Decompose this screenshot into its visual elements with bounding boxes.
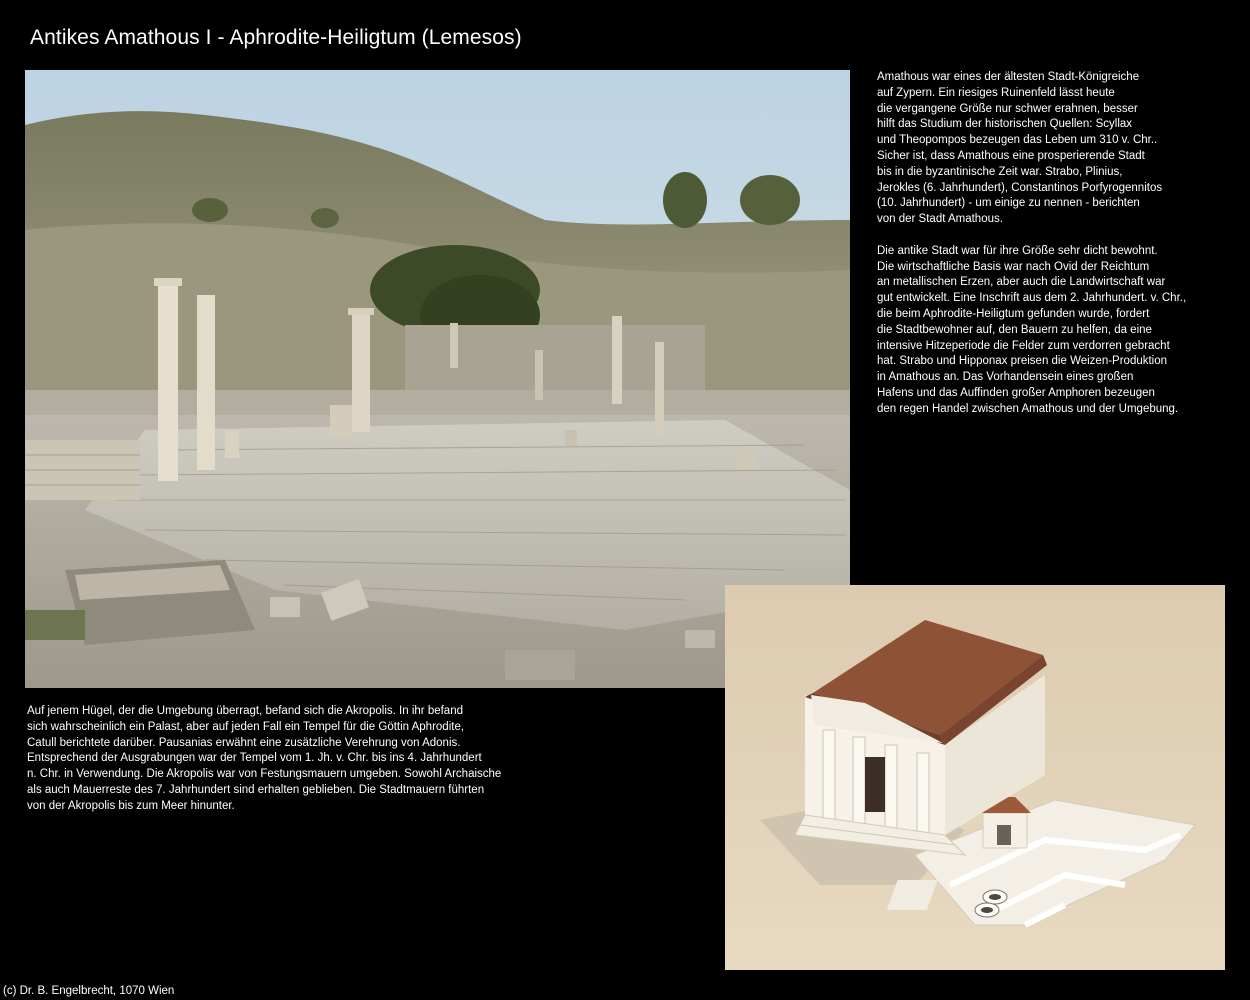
acropolis-line: Catull berichtete darüber. Pausanias erwähnt eine zusätzliche Verehrung von Adonis. [27,736,461,749]
intro-line: auf Zypern. Ein riesiges Ruinenfeld lässt heute [877,86,1115,99]
intro-line: und Theopompos bezeugen das Leben um 310 v. Chr.. [877,134,1158,147]
acropolis-line: von der Akropolis bis zum Meer hinunter. [27,799,235,812]
economy-line: in Amathous an. Das Vorhandensein eines großen [877,371,1134,384]
economy-line: Die antike Stadt war für ihre Größe sehr dicht bewohnt. [877,244,1158,257]
economy-line: die Stadtbewohner auf, den Bauern zu helfen, da eine [877,323,1152,336]
intro-line: hilft das Studium der historischen Quellen: Scyllax [877,118,1133,131]
intro-line: Jerokles (6. Jahrhundert), Constantinos Porfyrogennitos [877,181,1163,194]
economy-line: den regen Handel zwischen Amathous und der Umgebung. [877,402,1179,415]
economy-line: Hafens und das Auffinden großer Amphoren bezeugen [877,386,1155,399]
economy-line: gut entwickelt. Eine Inschrift aus dem 2. Jahrhundert. v. Chr., [877,292,1187,305]
intro-text-block [877,70,1217,418]
acropolis-line: sich wahrscheinlich ein Palast, aber auf jeden Fall ein Tempel für die Göttin Aphrodite, [27,720,465,733]
acropolis-line: Entsprechend der Ausgrabungen war der Tempel vom 1. Jh. v. Chr. bis ins 4. Jahrhundert [27,752,482,765]
intro-line: die vergangene Größe nur schwer erahnen, besser [877,102,1138,115]
temple-model-photo [725,585,1225,970]
paragraph-gap [877,228,1217,244]
economy-line: intensive Hitzeperiode die Felder zum verdorren gebracht [877,339,1170,352]
acropolis-text-block [27,704,717,815]
intro-line: (10. Jahrhundert) - um einige zu nennen - berichten [877,197,1140,210]
copyright-footer: (c) Dr. B. Engelbrecht, 1070 Wien [3,985,175,997]
intro-line: von der Stadt Amathous. [877,213,1003,226]
acropolis-line: n. Chr. in Verwendung. Die Akropolis war von Festungsmauern umgeben. Sowohl Archaische [27,768,502,781]
intro-line: bis in die byzantinische Zeit war. Strabo, Plinius, [877,165,1123,178]
economy-line: Die wirtschaftliche Basis war nach Ovid der Reichtum [877,260,1150,273]
temple-model-graphic [725,585,1225,970]
economy-line: die beim Aphrodite-Heiligtum gefunden wurde, fordert [877,307,1150,320]
page-title: Antikes Amathous I - Aphrodite-Heiligtum (Lemesos) [30,26,522,49]
acropolis-line: Auf jenem Hügel, der die Umgebung überragt, befand sich die Akropolis. In ihr befand [27,705,463,717]
intro-line: Amathous war eines der ältesten Stadt-Königreiche [877,71,1140,83]
acropolis-line: als auch Mauerreste des 7. Jahrhundert sind erhalten geblieben. Die Stadtmauern führten [27,783,485,796]
economy-line: hat. Strabo und Hipponax preisen die Weizen-Produktion [877,355,1168,368]
economy-line: an metallischen Erzen, aber auch die Landwirtschaft war [877,276,1166,289]
intro-line: Sicher ist, dass Amathous eine prosperierende Stadt [877,149,1145,162]
